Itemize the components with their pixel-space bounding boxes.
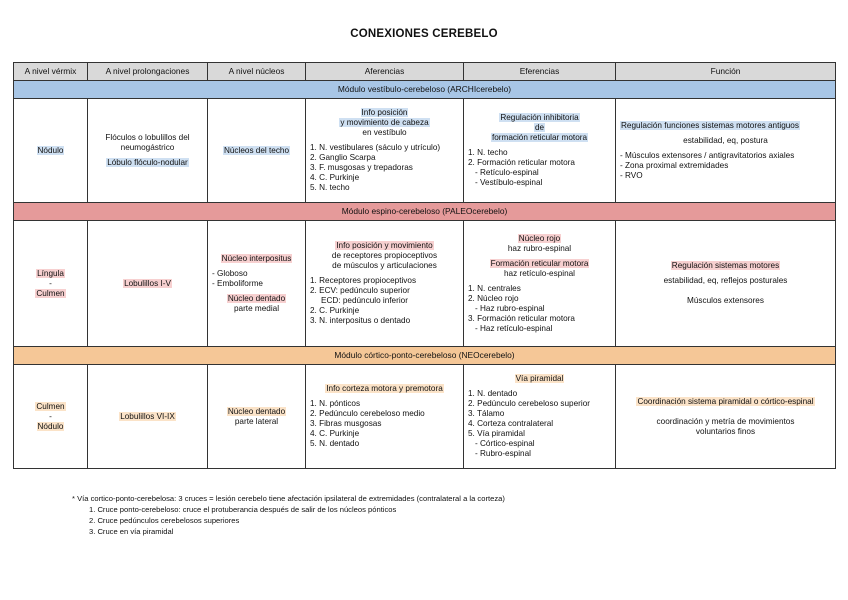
prolong-highlight: Lobulillos VI-IX <box>120 411 175 421</box>
function-sub: estabilidad, eq, postura <box>683 135 768 145</box>
afferent-heading: Info posición <box>361 108 408 117</box>
cell-eferencias <box>464 365 616 469</box>
vermis-label: Nódulo <box>37 421 64 431</box>
list-item: - Músculos extensores / antigravitatorios axiales <box>620 150 795 160</box>
vermis-label: Culmen <box>36 288 65 298</box>
header-prolongaciones: A nivel prolongaciones <box>88 63 208 81</box>
list-item: 2. C. Purkinje <box>310 306 360 315</box>
function-sub: Músculos extensores <box>687 296 764 305</box>
cell-funcion <box>616 221 836 347</box>
cell-vermis <box>14 365 88 469</box>
function-sub: voluntarios finos <box>695 426 756 436</box>
nucleus-title: Núcleo dentado <box>227 406 286 416</box>
list-item: 4. C. Purkinje <box>310 173 360 182</box>
list-item: 1. N. vestibulares (sáculo y utrículo) <box>310 143 441 152</box>
list-item: 2. Formación reticular motora <box>468 158 575 167</box>
cell-vermis <box>14 99 88 203</box>
afferent-heading: Info posición y movimiento <box>336 241 433 250</box>
list-item: - Haz retículo-espinal <box>475 323 553 333</box>
nucleus-title: Núcleo dentado <box>227 293 286 303</box>
efferent-heading: Formación reticular motora <box>490 258 589 268</box>
header-funcion: Función <box>616 63 836 81</box>
efferent-heading: Regulación inhibitoria <box>500 113 579 122</box>
list-item: 3. Formación reticular motora <box>468 313 575 323</box>
cell-prolongaciones <box>88 365 208 469</box>
list-item: 2. Pedúnculo cerebeloso medio <box>310 409 425 418</box>
cell-eferencias <box>464 221 616 347</box>
list-item: - Haz rubro-espinal <box>475 303 545 313</box>
list-item: 2. ECV: pedúnculo superior <box>310 286 410 295</box>
list-item: 5. N. techo <box>310 183 350 192</box>
cell-aferencias <box>306 365 464 469</box>
nucleus-sub: parte lateral <box>234 416 279 426</box>
efferent-heading: formación reticular motora <box>491 133 588 142</box>
efferent-sub: haz rubro-espinal <box>507 243 572 253</box>
list-item: - Zona proximal extremidades <box>620 160 729 170</box>
afferent-list <box>310 276 459 326</box>
list-item: 3. N. interpositus o dentado <box>310 316 411 325</box>
document-title: CONEXIONES CEREBELO <box>350 28 498 40</box>
nucleus-sub: parte medial <box>233 303 280 313</box>
cell-prolongaciones <box>88 221 208 347</box>
module-title: Módulo córtico-ponto-cerebeloso (NEOcerebelo) <box>14 347 836 365</box>
cell-nucleos <box>208 365 306 469</box>
efferent-heading: Vía piramidal <box>515 374 564 383</box>
afferent-sub: de receptores propioceptivos <box>331 251 438 260</box>
list-item: 1. Receptores propioceptivos <box>310 276 417 285</box>
afferent-heading: Info corteza motora y premotora <box>326 384 443 393</box>
header-vermis: A nivel vérmix <box>14 63 88 81</box>
list-item: 4. C. Purkinje <box>310 429 360 438</box>
afferent-sub: de músculos y articulaciones <box>332 261 437 270</box>
efferent-sub: haz retículo-espinal <box>504 268 575 278</box>
function-list <box>620 151 831 181</box>
list-item: 1. N. techo <box>468 148 508 157</box>
function-sub: coordinación y metría de movimientos <box>656 416 795 426</box>
header-nucleos: A nivel núcleos <box>208 63 306 81</box>
cell-nucleos <box>208 99 306 203</box>
efferent-list <box>468 389 611 459</box>
connections-table <box>13 62 836 469</box>
list-item: 4. Corteza contralateral <box>468 419 554 428</box>
cell-eferencias <box>464 99 616 203</box>
list-item: 2. Pedúnculo cerebeloso superior <box>468 399 590 408</box>
cell-funcion <box>616 365 836 469</box>
nucleus-title: Núcleos del techo <box>223 145 290 155</box>
list-item: 5. Vía piramidal <box>468 429 525 438</box>
list-item: 1. N. dentado <box>468 389 518 398</box>
cell-prolongaciones <box>88 99 208 203</box>
function-heading: Regulación funciones sistemas motores antiguos <box>621 120 799 130</box>
footnote-main: * Vía cortico-ponto-cerebelosa: 3 cruces = lesión cerebelo tiene afectación ipsilateral de extremidades (contralateral a la corteza) <box>72 494 505 503</box>
prolong-line: neumogástrico <box>120 143 175 152</box>
list-item: 3. Fibras musgosas <box>310 419 382 428</box>
list-item: 5. N. dentado <box>310 439 360 448</box>
list-item: 2. Ganglio Scarpa <box>310 153 376 162</box>
footnote-item: 2. Cruce pedúnculos cerebelosos superiores <box>89 516 240 525</box>
nucleus-list <box>212 269 301 289</box>
nucleus-title: Núcleo interpositus <box>221 253 292 263</box>
cell-aferencias <box>306 221 464 347</box>
module-band-neocerebelo <box>14 347 836 365</box>
vermis-label: Nódulo <box>37 145 64 155</box>
efferent-list <box>468 148 611 188</box>
vermis-sep: - <box>49 411 52 421</box>
vermis-label: Culmen <box>36 401 65 411</box>
vermis-sep: - <box>49 278 52 288</box>
list-item: - Rubro-espinal <box>475 449 531 458</box>
list-item: - Córtico-espinal <box>475 439 535 448</box>
cell-nucleos <box>208 221 306 347</box>
module-row-archicerebelo <box>14 99 836 203</box>
module-row-neocerebelo <box>14 365 836 469</box>
list-item: - RVO <box>620 170 643 180</box>
list-item: 2. Núcleo rojo <box>468 293 519 303</box>
prolong-highlight: Lobulillos I-V <box>124 278 171 288</box>
footnote-item: 1. Cruce ponto-cerebeloso: cruce el protuberancia después de salir de los núcleos pónticos <box>89 505 397 514</box>
afferent-list <box>310 399 459 449</box>
efferent-heading: de <box>534 123 545 132</box>
list-item: 1. N. centrales <box>468 283 521 293</box>
efferent-heading: Núcleo rojo <box>518 233 561 243</box>
list-item: ECD: pedúnculo inferior <box>321 296 408 305</box>
module-band-paleocerebelo <box>14 203 836 221</box>
module-band-archicerebelo <box>14 81 836 99</box>
cell-funcion <box>616 99 836 203</box>
header-aferencias: Aferencias <box>306 63 464 81</box>
function-sub: estabilidad, eq, reflejos posturales <box>663 276 788 285</box>
module-row-paleocerebelo <box>14 221 836 347</box>
footnotes <box>72 493 505 537</box>
function-heading: Coordinación sistema piramidal o córtico-espinal <box>637 396 814 406</box>
list-item: - Vestíbulo-espinal <box>475 178 543 187</box>
efferent-list <box>468 284 611 334</box>
cell-vermis <box>14 221 88 347</box>
header-eferencias: Eferencias <box>464 63 616 81</box>
vermis-label: Língula <box>37 268 64 278</box>
footnote-item: 3. Cruce en vía piramidal <box>89 527 174 536</box>
module-title: Módulo espino-cerebeloso (PALEOcerebelo) <box>14 203 836 221</box>
list-item: - Emboliforme <box>212 278 263 288</box>
list-item: - Globoso <box>212 268 248 278</box>
prolong-line: Flóculos o lobulillos del <box>105 133 190 142</box>
list-item: 3. F. musgosas y trepadoras <box>310 163 413 172</box>
afferent-sub: en vestíbulo <box>362 128 407 137</box>
header-row <box>14 63 836 81</box>
function-heading: Regulación sistemas motores <box>671 261 780 270</box>
cell-aferencias <box>306 99 464 203</box>
prolong-highlight: Lóbulo flóculo-nodular <box>107 158 188 167</box>
list-item: - Retículo-espinal <box>475 168 539 177</box>
afferent-list <box>310 143 459 193</box>
afferent-heading: y movimiento de cabeza <box>340 118 429 127</box>
list-item: 3. Tálamo <box>468 409 505 418</box>
module-title: Módulo vestíbulo-cerebeloso (ARCHIcerebelo) <box>14 81 836 99</box>
list-item: 1. N. pónticos <box>310 399 361 408</box>
